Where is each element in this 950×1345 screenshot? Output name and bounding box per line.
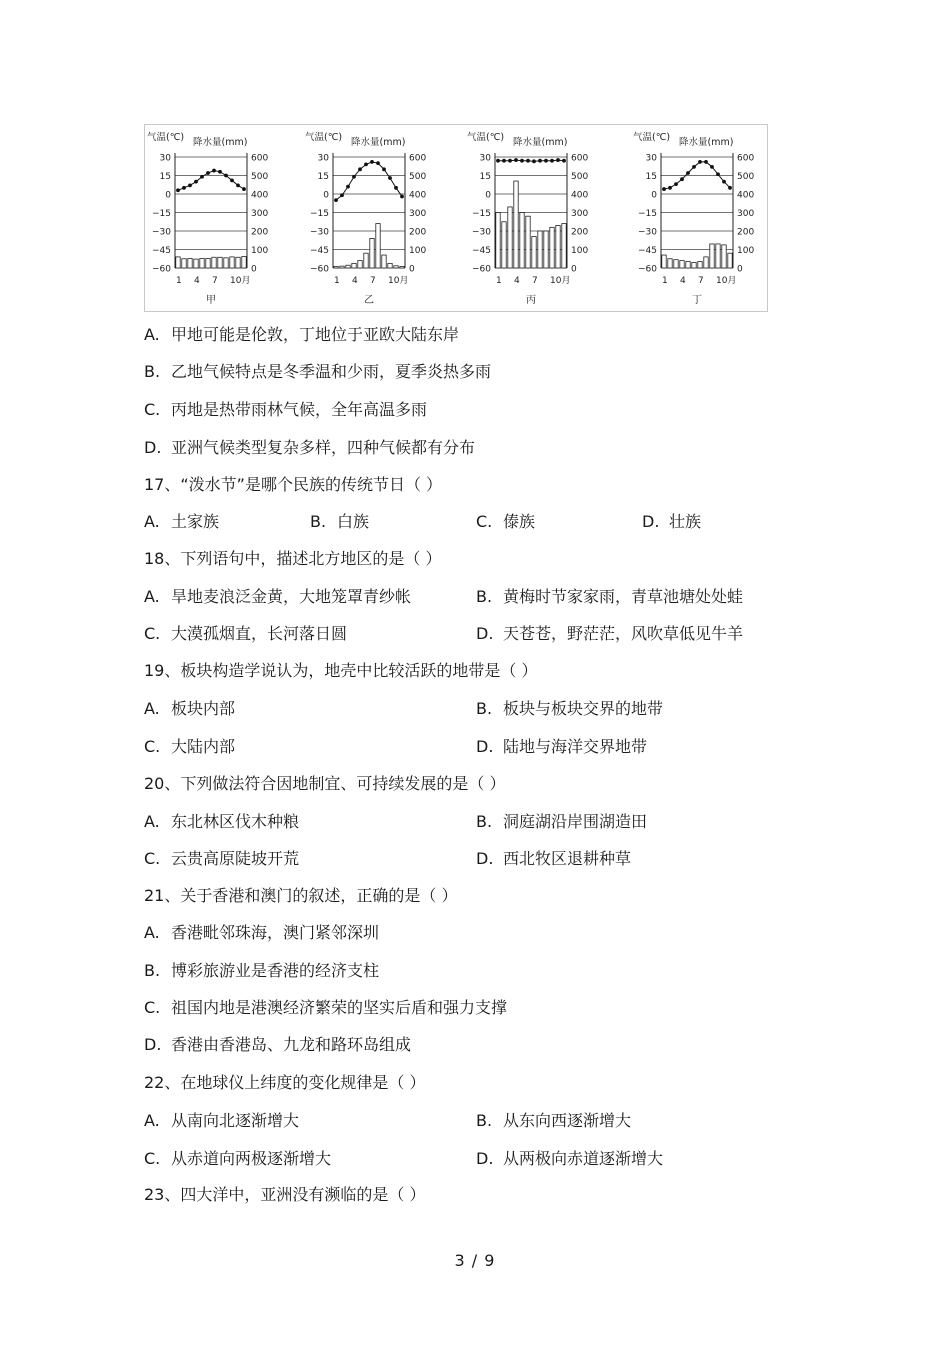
option-letter: B. <box>476 812 493 831</box>
precipitation-tick-label: 0 <box>409 264 415 275</box>
option-letter: D. <box>642 512 660 531</box>
temperature-line <box>336 162 402 200</box>
precipitation-bar <box>496 213 500 269</box>
precipitation-bar <box>526 216 530 268</box>
temperature-point <box>674 182 678 186</box>
option-letter: A. <box>144 587 160 606</box>
precipitation-bar <box>532 237 536 268</box>
precipitation-bar <box>358 261 362 268</box>
precipitation-tick-label: 0 <box>571 264 577 275</box>
temperature-axis-label: 气温(℃) <box>147 132 185 143</box>
answer-option <box>144 922 379 944</box>
temperature-tick-label: −15 <box>152 209 171 219</box>
month-tick-label: 4 <box>194 276 200 286</box>
option-letter: C. <box>144 998 161 1017</box>
month-tick-label: 7 <box>212 276 218 286</box>
precipitation-bar <box>334 267 338 268</box>
temperature-tick-label: −45 <box>310 246 329 256</box>
temperature-point <box>680 177 684 181</box>
precipitation-bar <box>352 263 356 268</box>
precipitation-bar <box>668 259 672 268</box>
option-text: 洞庭湖沿岸围湖造田 <box>503 812 648 831</box>
temperature-tick-label: 30 <box>159 153 171 164</box>
precipitation-bar <box>218 257 222 268</box>
answer-option <box>476 586 743 608</box>
precipitation-tick-label: 500 <box>737 172 755 182</box>
option-letter: D. <box>476 849 494 868</box>
temperature-line <box>498 160 564 161</box>
precipitation-tick-label: 100 <box>251 246 269 256</box>
option-text: 从两极向赤道逐渐增大 <box>503 1149 664 1168</box>
option-text: 香港由香港岛、九龙和路环岛组成 <box>171 1035 412 1054</box>
temperature-tick-label: 15 <box>159 172 171 182</box>
temperature-point <box>242 187 246 191</box>
station-label: 丁 <box>692 295 702 306</box>
option-text: 板块内部 <box>171 699 236 718</box>
temperature-point <box>662 187 666 191</box>
month-tick-label: 7 <box>532 276 538 286</box>
temperature-point <box>532 159 536 163</box>
option-letter: A. <box>144 699 160 718</box>
temperature-point <box>370 160 374 164</box>
station-label: 甲 <box>206 295 216 306</box>
temperature-point <box>698 160 702 164</box>
temperature-point <box>716 172 720 176</box>
answer-option <box>144 511 219 533</box>
precipitation-tick-label: 300 <box>251 209 269 219</box>
temperature-tick-label: 30 <box>479 153 491 164</box>
temperature-tick-label: −60 <box>472 264 491 275</box>
temperature-tick-label: −30 <box>310 227 329 238</box>
temperature-point <box>230 179 234 183</box>
temperature-point <box>526 159 530 163</box>
precipitation-axis-label: 降水量(mm) <box>513 137 568 148</box>
precipitation-tick-label: 400 <box>571 190 589 201</box>
option-text: 壮族 <box>669 512 702 531</box>
option-text: 土家族 <box>171 512 220 531</box>
option-text: 祖国内地是港澳经济繁荣的坚实后盾和强力支撑 <box>171 998 508 1017</box>
precipitation-tick-label: 300 <box>409 209 427 219</box>
temperature-point <box>218 170 222 174</box>
precipitation-bar <box>200 258 204 268</box>
month-tick-label: 7 <box>370 276 376 286</box>
temperature-axis-label: 气温(℃) <box>633 132 671 143</box>
temperature-tick-label: −60 <box>638 264 657 275</box>
precipitation-bar <box>188 258 192 268</box>
temperature-tick-label: −15 <box>310 209 329 219</box>
precipitation-tick-label: 400 <box>251 190 269 201</box>
option-letter: A. <box>144 512 160 531</box>
temperature-tick-label: 15 <box>645 172 657 182</box>
option-text: 大漠孤烟直，长河落日圆 <box>171 624 348 643</box>
temperature-tick-label: −45 <box>472 246 491 256</box>
precipitation-tick-label: 300 <box>571 209 589 219</box>
temperature-point <box>728 186 732 190</box>
temperature-point <box>400 195 404 199</box>
precipitation-bar <box>236 257 240 268</box>
option-letter: B. <box>144 961 161 980</box>
temperature-point <box>194 180 198 184</box>
precipitation-bar <box>382 255 386 268</box>
precipitation-bar <box>544 231 548 268</box>
option-letter: B. <box>310 512 327 531</box>
precipitation-bar <box>698 262 702 268</box>
temperature-point <box>352 175 356 179</box>
option-letter: C. <box>144 737 161 756</box>
answer-option <box>642 511 701 533</box>
station-label: 丙 <box>526 295 536 306</box>
temperature-point <box>508 159 512 163</box>
option-letter: C. <box>144 624 161 643</box>
temperature-line <box>178 171 244 191</box>
precipitation-bar <box>514 181 518 268</box>
question-line: 23、四大洋中，亚洲没有濒临的是（ ） <box>144 1185 426 1204</box>
answer-option <box>144 324 459 346</box>
precipitation-bar <box>340 266 344 268</box>
temperature-tick-label: −30 <box>152 227 171 238</box>
temperature-tick-label: 0 <box>485 190 491 201</box>
month-tick-label: 1 <box>176 276 182 286</box>
temperature-point <box>556 158 560 162</box>
temperature-tick-label: −30 <box>638 227 657 238</box>
precipitation-bar <box>704 257 708 268</box>
option-text: 从东向西逐渐增大 <box>503 1111 632 1130</box>
temperature-point <box>704 160 708 164</box>
temperature-tick-label: 15 <box>317 172 329 182</box>
temperature-point <box>358 167 362 171</box>
month-tick-label: 7 <box>698 276 704 286</box>
precipitation-axis-label: 降水量(mm) <box>351 137 406 148</box>
option-text: 板块与板块交界的地带 <box>503 699 664 718</box>
option-text: 陆地与海洋交界地带 <box>503 737 648 756</box>
temperature-tick-label: 30 <box>317 153 329 164</box>
option-letter: B. <box>476 699 493 718</box>
precipitation-bar <box>394 266 398 268</box>
question-line: 19、板块构造学说认为，地壳中比较活跃的地带是（ ） <box>144 661 538 680</box>
precipitation-tick-label: 200 <box>571 227 589 238</box>
answer-option <box>144 698 235 720</box>
option-text: 亚洲气候类型复杂多样，四种气候都有分布 <box>171 438 476 457</box>
page-number: 3 / 9 <box>454 1251 496 1270</box>
precipitation-bar <box>206 258 210 268</box>
precipitation-tick-label: 500 <box>409 172 427 182</box>
option-text: 从赤道向两极逐渐增大 <box>171 1149 332 1168</box>
precipitation-bar <box>710 244 714 268</box>
option-letter: D. <box>144 1035 162 1054</box>
answer-option <box>476 623 743 645</box>
answer-option <box>310 511 369 533</box>
precipitation-bar <box>722 245 726 268</box>
option-text: 博彩旅游业是香港的经济支柱 <box>171 961 380 980</box>
answer-option <box>144 623 347 645</box>
precipitation-tick-label: 600 <box>737 153 755 164</box>
option-letter: C. <box>476 512 493 531</box>
precipitation-tick-label: 600 <box>251 153 269 164</box>
option-text: 乙地气候特点是冬季温和少雨，夏季炎热多雨 <box>171 362 492 381</box>
option-text: 白族 <box>337 512 370 531</box>
temperature-point <box>496 159 500 163</box>
option-text: 从南向北逐渐增大 <box>171 1111 300 1130</box>
option-letter: A. <box>144 812 160 831</box>
precipitation-bar <box>502 222 506 268</box>
temperature-point <box>334 198 338 202</box>
option-text: 西北牧区退耕种草 <box>503 849 632 868</box>
precipitation-bar <box>716 244 720 268</box>
answer-option <box>144 1034 411 1056</box>
temperature-tick-label: −45 <box>152 246 171 256</box>
answer-option <box>144 399 427 421</box>
temperature-point <box>692 165 696 169</box>
option-letter: C. <box>144 849 161 868</box>
precipitation-tick-label: 200 <box>409 227 427 238</box>
question-line: 17、“泼水节”是哪个民族的传统节日（ ） <box>144 475 443 494</box>
precipitation-bar <box>562 224 566 268</box>
month-tick-label: 1 <box>334 276 340 286</box>
answer-option <box>144 1110 299 1132</box>
option-letter: D. <box>144 438 162 457</box>
precipitation-tick-label: 200 <box>737 227 755 238</box>
precipitation-bar <box>364 253 368 268</box>
option-letter: D. <box>476 737 494 756</box>
temperature-tick-label: −60 <box>310 264 329 275</box>
option-text: 丙地是热带雨林气候，全年高温多雨 <box>171 400 428 419</box>
option-text: 香港毗邻珠海，澳门紧邻深圳 <box>171 923 380 942</box>
precipitation-bar <box>182 259 186 268</box>
option-letter: C. <box>144 1149 161 1168</box>
option-text: 黄梅时节家家雨，青草池塘处处蛙 <box>503 587 744 606</box>
precipitation-tick-label: 600 <box>571 153 589 164</box>
question-line: 22、在地球仪上纬度的变化规律是（ ） <box>144 1073 426 1092</box>
precipitation-bar <box>230 257 234 268</box>
precipitation-tick-label: 400 <box>409 190 427 201</box>
temperature-tick-label: −45 <box>638 246 657 256</box>
temperature-point <box>176 188 180 192</box>
temperature-point <box>388 176 392 180</box>
temperature-point <box>182 186 186 190</box>
precipitation-bar <box>538 231 542 268</box>
temperature-tick-label: 15 <box>479 172 491 182</box>
temperature-point <box>394 186 398 190</box>
option-letter: B. <box>144 362 161 381</box>
option-letter: A. <box>144 1111 160 1130</box>
precipitation-bar <box>346 265 350 268</box>
option-text: 傣族 <box>503 512 536 531</box>
precipitation-bar <box>212 257 216 268</box>
temperature-point <box>382 167 386 171</box>
answer-option <box>476 698 663 720</box>
month-tick-label: 1 <box>496 276 502 286</box>
temperature-point <box>514 158 518 162</box>
option-text: 甲地可能是伦敦，丁地位于亚欧大陆东岸 <box>171 325 460 344</box>
climate-charts-figure <box>144 124 768 312</box>
temperature-point <box>200 175 204 179</box>
option-letter: D. <box>476 624 494 643</box>
answer-option <box>476 1110 631 1132</box>
temperature-point <box>376 161 380 165</box>
option-text: 大陆内部 <box>171 737 236 756</box>
precipitation-axis-label: 降水量(mm) <box>193 137 248 148</box>
precipitation-bar <box>388 263 392 268</box>
temperature-axis-label: 气温(℃) <box>467 132 505 143</box>
precipitation-axis-label: 降水量(mm) <box>679 137 734 148</box>
temperature-point <box>722 180 726 184</box>
temperature-axis-label: 气温(℃) <box>305 132 343 143</box>
precipitation-bar <box>224 258 228 268</box>
precipitation-bar <box>556 225 560 268</box>
temperature-tick-label: −60 <box>152 264 171 275</box>
answer-option <box>476 1148 663 1170</box>
precipitation-tick-label: 100 <box>409 246 427 256</box>
precipitation-tick-label: 400 <box>737 190 755 201</box>
precipitation-bar <box>400 267 404 268</box>
temperature-point <box>364 163 368 167</box>
station-label: 乙 <box>364 295 374 306</box>
temperature-point <box>538 159 542 163</box>
temperature-tick-label: −30 <box>472 227 491 238</box>
temperature-point <box>224 174 228 178</box>
answer-option <box>144 736 235 758</box>
answer-option <box>144 437 475 459</box>
temperature-point <box>710 165 714 169</box>
option-letter: A. <box>144 325 160 344</box>
temperature-point <box>502 159 506 163</box>
precipitation-tick-label: 300 <box>737 209 755 219</box>
temperature-tick-label: 0 <box>323 190 329 201</box>
temperature-point <box>544 159 548 163</box>
precipitation-bar <box>508 207 512 268</box>
option-letter: D. <box>476 1149 494 1168</box>
precipitation-tick-label: 0 <box>737 264 743 275</box>
option-text: 东北林区伐木种粮 <box>171 812 300 831</box>
temperature-point <box>346 185 350 189</box>
month-tick-label: 1 <box>662 276 668 286</box>
precipitation-bar <box>176 257 180 268</box>
month-tick-label: 10月 <box>550 276 571 286</box>
temperature-point <box>686 171 690 175</box>
temperature-tick-label: 0 <box>165 190 171 201</box>
temperature-point <box>212 169 216 173</box>
answer-option <box>144 997 507 1019</box>
temperature-tick-label: 0 <box>651 190 657 201</box>
precipitation-bar <box>550 227 554 268</box>
temperature-point <box>340 193 344 197</box>
answer-option <box>144 1148 331 1170</box>
answer-option <box>476 736 647 758</box>
month-tick-label: 10月 <box>230 276 251 286</box>
temperature-point <box>206 171 210 175</box>
option-letter: A. <box>144 923 160 942</box>
question-line: 18、下列语句中，描述北方地区的是（ ） <box>144 549 442 568</box>
answer-option <box>144 361 491 383</box>
answer-option <box>476 511 535 533</box>
option-text: 云贵高原陡坡开荒 <box>171 849 300 868</box>
answer-option <box>144 960 379 982</box>
precipitation-tick-label: 100 <box>737 246 755 256</box>
precipitation-bar <box>376 224 380 268</box>
climate-charts-svg <box>145 125 767 311</box>
temperature-point <box>188 183 192 187</box>
option-letter: B. <box>476 1111 493 1130</box>
precipitation-tick-label: 500 <box>251 172 269 182</box>
temperature-point <box>236 183 240 187</box>
temperature-point <box>520 159 524 163</box>
precipitation-bar <box>728 253 732 268</box>
precipitation-bar <box>242 257 246 268</box>
precipitation-bar <box>680 261 684 268</box>
month-tick-label: 4 <box>680 276 686 286</box>
answer-option <box>476 811 647 833</box>
month-tick-label: 10月 <box>716 276 737 286</box>
temperature-point <box>668 186 672 190</box>
temperature-point <box>562 159 566 163</box>
question-line: 20、下列做法符合因地制宜、可持续发展的是（ ） <box>144 774 506 793</box>
option-text: 天苍苍，野茫茫，风吹草低见牛羊 <box>503 624 744 643</box>
month-tick-label: 4 <box>514 276 520 286</box>
option-letter: C. <box>144 400 161 419</box>
precipitation-bar <box>692 262 696 268</box>
temperature-point <box>550 159 554 163</box>
question-line: 21、关于香港和澳门的叙述，正确的是（ ） <box>144 886 458 905</box>
precipitation-bar <box>662 255 666 268</box>
precipitation-bar <box>686 262 690 268</box>
precipitation-tick-label: 500 <box>571 172 589 182</box>
precipitation-bar <box>520 213 524 269</box>
answer-option <box>144 848 299 870</box>
answer-option <box>144 586 411 608</box>
month-tick-label: 4 <box>352 276 358 286</box>
precipitation-tick-label: 200 <box>251 227 269 238</box>
answer-option <box>476 848 631 870</box>
precipitation-bar <box>674 260 678 268</box>
precipitation-tick-label: 600 <box>409 153 427 164</box>
temperature-tick-label: −15 <box>472 209 491 219</box>
precipitation-tick-label: 0 <box>251 264 257 275</box>
month-tick-label: 10月 <box>388 276 409 286</box>
temperature-tick-label: −15 <box>638 209 657 219</box>
option-letter: B. <box>476 587 493 606</box>
temperature-tick-label: 30 <box>645 153 657 164</box>
answer-option <box>144 811 299 833</box>
option-text: 旱地麦浪泛金黄，大地笼罩青纱帐 <box>171 587 412 606</box>
precipitation-tick-label: 100 <box>571 246 589 256</box>
precipitation-bar <box>370 238 374 268</box>
precipitation-bar <box>194 259 198 268</box>
